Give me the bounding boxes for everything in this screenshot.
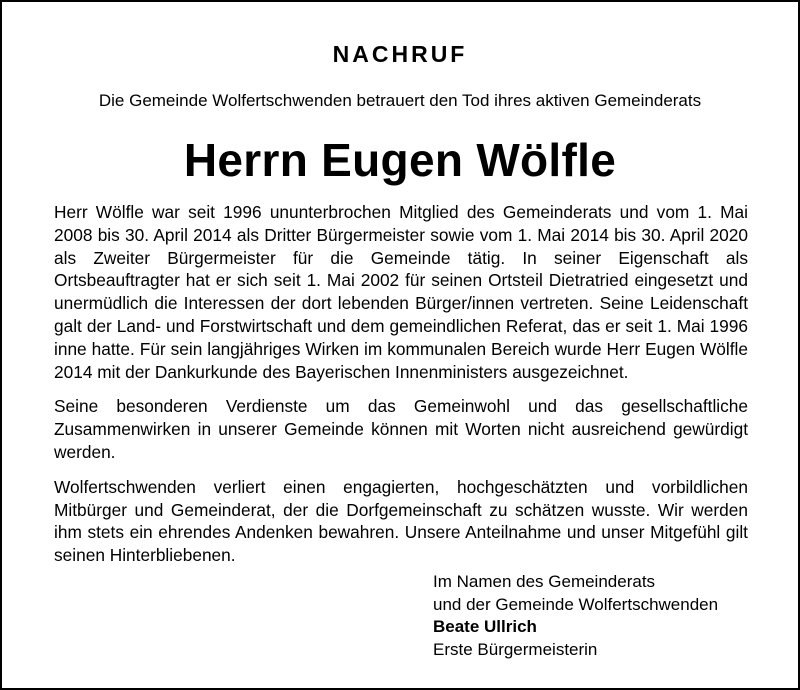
signer-role: Erste Bürgermeisterin xyxy=(433,639,598,659)
paragraph-career: Herr Wölfle war seit 1996 ununterbrochen Mitglied des Gemeinderats und vom 1. Mai 2008 bis 30. April 2014 als Dritter Bürgermeister sowie vom 1. Mai 2014 bis 30. April 2020 als Zweiter Bürgermeister für die Gemeinde tätig. In seiner Eigenschaft als Ortsbeauftragter hat er sich seit 1. Mai 2002 für seinen Ortsteil Dietratried eingesetzt und unermüdlich die Interessen der dort lebenden Bürger/innen vertreten. Seine Leidenschaft galt der Land- und Forstwirtschaft und dem gemeindlichen Referat, das er seit 1. Mai 1996 inne hatte. Für sein langjähriges Wirken im kommunalen Bereich wurde Herr Eugen Wölfle 2014 mit der Dankurkunde des Bayerischen Innenministers ausgezeichnet. xyxy=(54,202,748,382)
notice-body xyxy=(54,201,748,579)
signer-name: Beate Ullrich xyxy=(433,617,537,636)
deceased-name: Herrn Eugen Wölfle xyxy=(183,134,617,186)
signature-line-1: Im Namen des Gemeinderats xyxy=(433,572,656,591)
intro-line: Die Gemeinde Wolfertschwenden betrauert den Tod ihres aktiven Gemeinderats xyxy=(98,91,702,110)
paragraph-farewell: Wolfertschwenden verliert einen engagierten, hochgeschätzten und vorbildlichen Mitbürger und Gemeinderat, der die Dorfgemeinschaft zu schätzen wusste. Wir werden ihm stets ein ehrendes Andenken bewahren. Unsere Anteilnahme und unser Mitgefühl gilt seinen Hinterbliebenen. xyxy=(54,476,748,566)
signature-line-2: und der Gemeinde Wolfertschwenden xyxy=(433,594,719,614)
signature-block xyxy=(433,571,718,661)
notice-heading: NACHRUF xyxy=(332,41,468,67)
paragraph-merits: Seine besonderen Verdienste um das Gemeinwohl und das gesellschaftliche Zusammenwirken in unserer Gemeinde können mit Worten nicht ausreichend gewürdigt werden. xyxy=(54,396,748,462)
